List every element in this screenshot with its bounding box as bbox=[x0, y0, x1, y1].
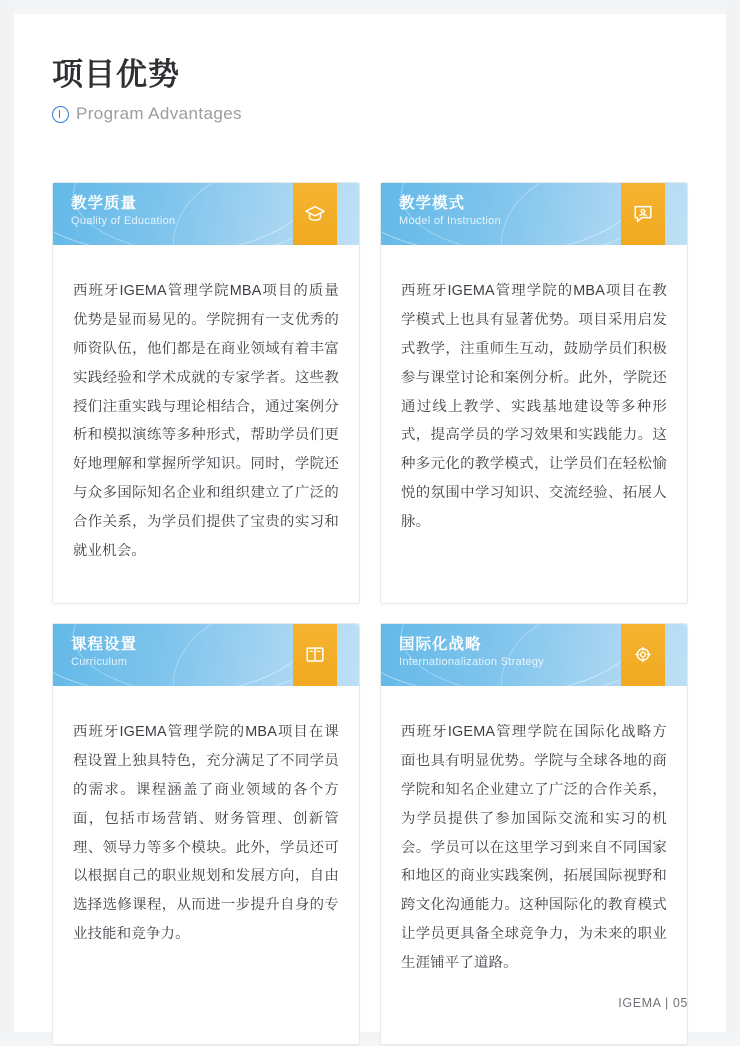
card-header bbox=[53, 624, 359, 686]
card-header-text bbox=[399, 635, 544, 668]
card-body-text: 西班牙IGEMA管理学院的MBA项目在课程设置上独具特色，充分满足了不同学员的需求。课程涵盖了商业领域的各个方面，包括市场营销、财务管理、创新管理、领导力等多个模块。此外，学员还可以根据自己的职业规划和发展方向，自由选择选修课程，从而进一步提升自身的专业技能和竞争力。 bbox=[73, 724, 339, 943]
page-subtitle: Program Advantages bbox=[76, 104, 242, 124]
card-body bbox=[381, 686, 687, 1044]
advantage-card-internationalization-strategy bbox=[380, 623, 688, 1045]
card-body-text: 西班牙IGEMA管理学院的MBA项目在教学模式上也具有显著优势。项目采用启发式教学，注重师生互动，鼓励学员们积极参与课堂讨论和案例分析。此外，学院还通过线上教学、实践基地建设等多种形式，提高学员的学习效果和实践能力。这种多元化的教学模式，让学员们在轻松愉悦的氛围中学习知识、交流经验、拓展人脉。 bbox=[401, 283, 667, 530]
advantages-card-grid bbox=[52, 182, 688, 1045]
ribbon-badge bbox=[293, 183, 337, 245]
page-edge-left bbox=[0, 0, 14, 1046]
card-header bbox=[381, 183, 687, 245]
card-header bbox=[53, 183, 359, 245]
circle-i-icon bbox=[52, 106, 69, 123]
ribbon-badge bbox=[293, 624, 337, 686]
ribbon-badge bbox=[621, 183, 665, 245]
card-title-en: Internationalization Strategy bbox=[399, 656, 545, 669]
card-body-text: 西班牙IGEMA管理学院MBA项目的质量优势是显而易见的。学院拥有一支优秀的师资队伍，他们都是在商业领域有着丰富实践经验和学术成就的专家学者。这些教授们注重实践与理论相结合，通过案例分析和模拟演练等多种形式，帮助学员们更好地理解和掌握所学知识。同时，学院还与众多国际知名企业和组织建立了广泛的合作关系，为学员们提供了宝贵的实习和就业机会。 bbox=[73, 283, 339, 559]
speech-bubble-person-icon bbox=[632, 203, 654, 225]
card-title-cn: 教学质量 bbox=[71, 195, 138, 212]
page-edge-right bbox=[726, 0, 740, 1046]
card-header-text bbox=[399, 194, 501, 227]
card-header bbox=[381, 624, 687, 686]
card-body bbox=[53, 686, 359, 1044]
card-title-cn: 教学模式 bbox=[399, 195, 466, 212]
card-body bbox=[53, 245, 359, 603]
advantage-card-curriculum bbox=[52, 623, 360, 1045]
card-header-text bbox=[71, 635, 137, 668]
graduation-cap-icon bbox=[304, 203, 326, 225]
advantage-card-quality-of-education bbox=[52, 182, 360, 604]
card-title-cn: 课程设置 bbox=[71, 636, 138, 653]
page-header bbox=[52, 58, 552, 124]
page-edge-top bbox=[0, 0, 740, 14]
card-body bbox=[381, 245, 687, 603]
card-header-text bbox=[71, 194, 175, 227]
ribbon-badge bbox=[621, 624, 665, 686]
page-title: 项目优势 bbox=[52, 57, 180, 92]
card-title-en: Quality of Education bbox=[71, 215, 176, 228]
globe-target-icon bbox=[632, 644, 654, 666]
advantage-card-model-of-instruction bbox=[380, 182, 688, 604]
open-book-icon bbox=[304, 644, 326, 666]
card-title-en: Curriculum bbox=[71, 656, 128, 669]
card-title-cn: 国际化战略 bbox=[399, 636, 482, 653]
card-body-text: 西班牙IGEMA管理学院在国际化战略方面也具有明显优势。学院与全球各地的商学院和知名企业建立了广泛的合作关系，为学员提供了参加国际交流和实习的机会。学员可以在这里学习到来自不同国家和地区的商业实践案例，拓展国际视野和跨文化沟通能力。这种国际化的教育模式让学员更具备全球竞争力，为未来的职业生涯铺平了道路。 bbox=[401, 724, 667, 971]
card-title-en: Model of Instruction bbox=[399, 215, 501, 228]
page-subtitle-row bbox=[52, 104, 552, 124]
page-footer: IGEMA | 05 bbox=[618, 996, 688, 1010]
